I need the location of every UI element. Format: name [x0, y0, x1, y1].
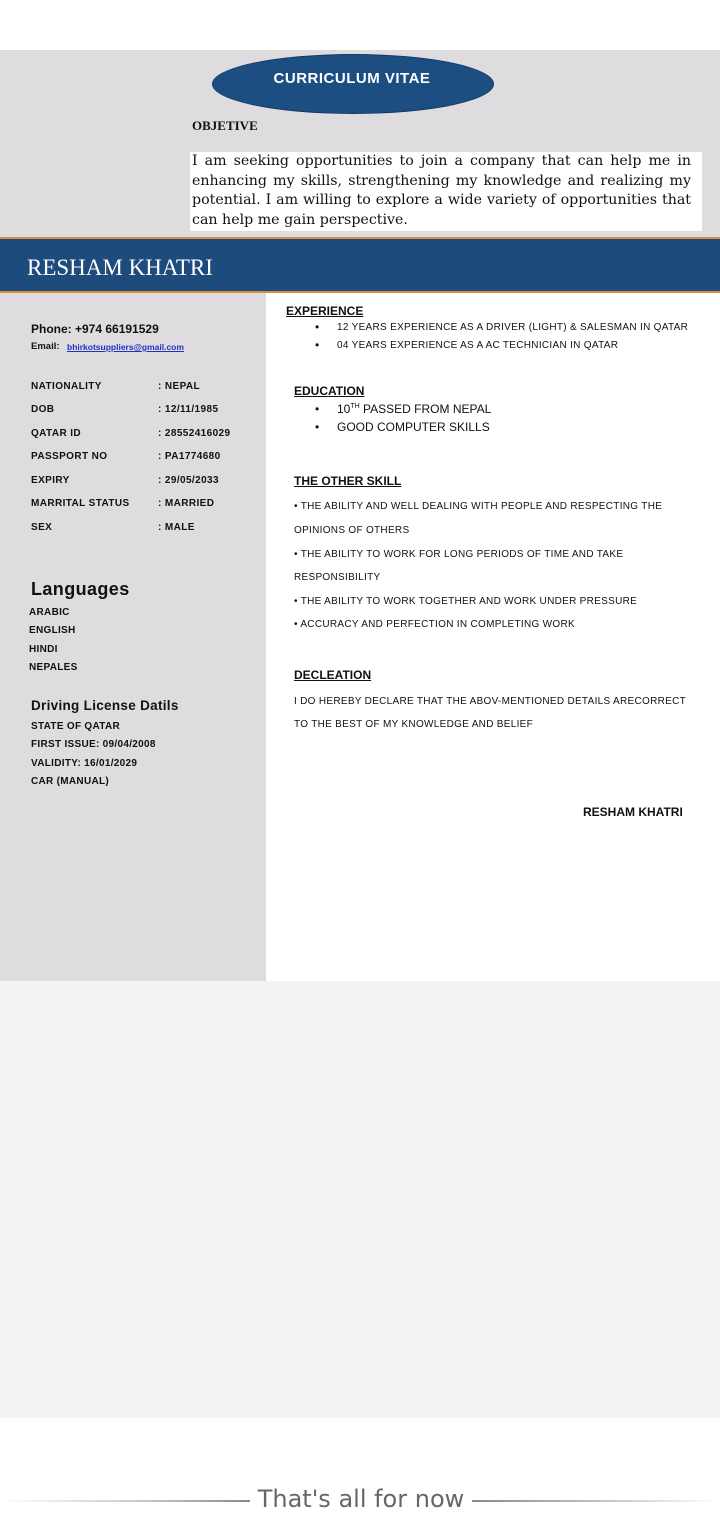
languages-heading: Languages — [31, 579, 130, 599]
language-item: HINDI — [29, 644, 58, 655]
bullet-icon: • — [315, 402, 320, 416]
phone-number: Phone: +974 66191529 — [31, 322, 159, 336]
qatar-id-label: QATAR ID — [31, 428, 82, 439]
candidate-name: RESHAM KHATRI — [27, 255, 213, 280]
bullet-icon: • — [315, 320, 320, 334]
education-grade-suffix: TH — [350, 403, 360, 410]
nationality-value: : NEPAL — [158, 381, 201, 392]
nationality-label: NATIONALITY — [31, 381, 102, 392]
passport-label: PASSPORT NO — [31, 451, 108, 462]
license-item: VALIDITY: 16/01/2029 — [31, 758, 138, 769]
skill-line: • THE ABILITY TO WORK TOGETHER AND WORK UNDER PRESSURE — [294, 596, 638, 607]
language-item: ENGLISH — [29, 625, 76, 636]
sex-value: : MALE — [158, 522, 195, 533]
marital-status-value: : MARRIED — [158, 498, 215, 509]
email-label: Email: — [31, 341, 60, 352]
bullet-icon: • — [315, 420, 320, 434]
footer-text: That's all for now — [257, 1485, 465, 1513]
dob-label: DOB — [31, 404, 55, 415]
license-item: STATE OF QATAR — [31, 721, 121, 732]
skill-line: OPINIONS OF OTHERS — [294, 525, 410, 536]
declaration-line: I DO HEREBY DECLARE THAT THE ABOV-MENTIONED DETAILS ARECORRECT — [294, 696, 687, 707]
experience-item: 04 YEARS EXPERIENCE AS A AC TECHNICIAN IN QATAR — [337, 340, 619, 351]
license-item: CAR (MANUAL) — [31, 776, 110, 787]
language-item: NEPALES — [29, 662, 78, 673]
objective-heading: OBJETIVE — [192, 118, 258, 133]
experience-heading: EXPERIENCE — [286, 304, 364, 318]
cv-title: CURRICULUM VITAE — [273, 70, 431, 87]
marital-status-label: MARRITAL STATUS — [31, 498, 130, 509]
skill-line: • THE ABILITY AND WELL DEALING WITH PEOPLE AND RESPECTING THE — [294, 501, 663, 512]
dob-value: : 12/11/1985 — [158, 404, 219, 415]
page-background — [0, 981, 720, 1418]
expiry-value: : 29/05/2033 — [158, 475, 219, 486]
driving-license-heading: Driving License Datils — [31, 698, 179, 713]
language-item: ARABIC — [29, 607, 70, 618]
email-link[interactable]: bhirkotsuppliers@gmail.com — [67, 342, 184, 352]
other-skill-heading: THE OTHER SKILL — [294, 474, 402, 488]
left-column — [0, 293, 266, 981]
qatar-id-value: : 28552416029 — [158, 428, 231, 439]
right-column — [266, 297, 720, 981]
education-grade: 10 — [337, 402, 351, 416]
skill-line: • THE ABILITY TO WORK FOR LONG PERIODS OF TIME AND TAKE — [294, 549, 624, 560]
education-heading: EDUCATION — [294, 384, 365, 398]
sex-label: SEX — [31, 522, 53, 533]
bullet-icon: • — [315, 338, 320, 352]
education-text: PASSED FROM NEPAL — [359, 402, 492, 416]
education-item — [337, 402, 491, 416]
skill-line: RESPONSIBILITY — [294, 572, 381, 583]
declaration-heading: DECLEATION — [294, 668, 372, 682]
education-item: GOOD COMPUTER SKILLS — [337, 420, 490, 434]
experience-item: 12 YEARS EXPERIENCE AS A DRIVER (LIGHT) & SALESMAN IN QATAR — [337, 322, 689, 333]
signature-name: RESHAM KHATRI — [583, 805, 683, 819]
skill-line: • ACCURACY AND PERFECTION IN COMPLETING WORK — [294, 619, 575, 630]
passport-value: : PA1774680 — [158, 451, 221, 462]
expiry-label: EXPIRY — [31, 475, 70, 486]
objective-text: I am seeking opportunities to join a company that can help me in enhancing my skills, strengthening my knowledge and realizing my potential. I am willing to explore a wide variety of opportunities that can help me gain perspective. — [192, 153, 691, 228]
declaration-line: TO THE BEST OF MY KNOWLEDGE AND BELIEF — [294, 719, 534, 730]
license-item: FIRST ISSUE: 09/04/2008 — [31, 739, 156, 750]
